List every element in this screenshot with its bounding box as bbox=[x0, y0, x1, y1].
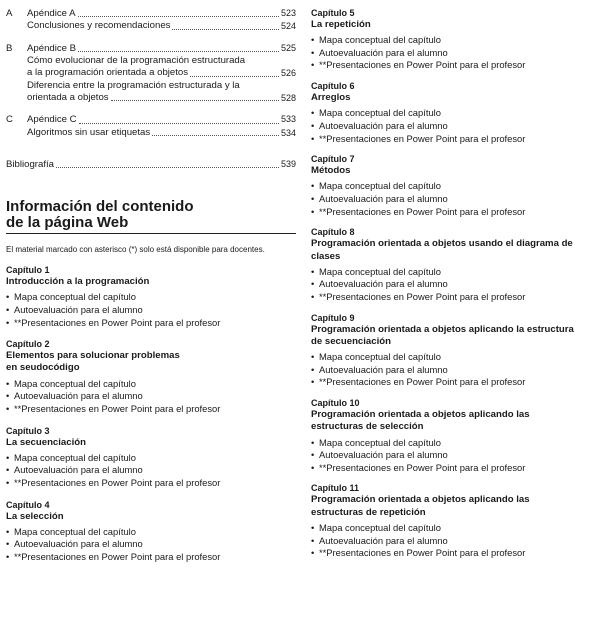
toc-subentry-line: orientada a objetos bbox=[27, 92, 109, 104]
toc-subentry-line: Diferencia entre la programación estructurada y la bbox=[27, 79, 240, 91]
toc-letter: C bbox=[6, 114, 13, 126]
list-item[interactable]: • **Presentaciones en Power Point para el profesor bbox=[311, 291, 526, 303]
chapter-block bbox=[311, 80, 595, 145]
bullet-icon: • bbox=[6, 303, 10, 315]
chapter-number: Capítulo 2 bbox=[6, 339, 50, 350]
bullet-icon: • bbox=[311, 461, 315, 473]
list-item[interactable]: • Mapa conceptual del capítulo bbox=[6, 291, 136, 303]
toc-title: Apéndice B bbox=[27, 42, 77, 54]
list-item[interactable]: • Mapa conceptual del capítulo bbox=[311, 180, 441, 192]
list-item[interactable]: • Mapa conceptual del capítulo bbox=[6, 525, 136, 537]
bullet-icon: • bbox=[311, 449, 315, 461]
list-item[interactable]: • Mapa conceptual del capítulo bbox=[6, 377, 136, 389]
bullet-icon: • bbox=[311, 132, 315, 144]
bullet-icon: • bbox=[311, 363, 315, 375]
chapter-number: Capítulo 8 bbox=[311, 227, 355, 238]
list-item[interactable]: • Autoevaluación para el alumno bbox=[311, 119, 448, 131]
list-item[interactable]: • Autoevaluación para el alumno bbox=[6, 390, 143, 402]
chapter-number: Capítulo 11 bbox=[311, 483, 360, 494]
bullet-icon: • bbox=[311, 547, 315, 559]
toc-letter: B bbox=[6, 42, 13, 54]
list-item[interactable]: • **Presentaciones en Power Point para el profesor bbox=[311, 461, 526, 473]
resource-list bbox=[311, 107, 595, 145]
list-item[interactable]: • Mapa conceptual del capítulo bbox=[311, 34, 441, 46]
bullet-icon: • bbox=[6, 538, 10, 550]
chapter-block bbox=[6, 499, 296, 564]
toc-title: Bibliografía bbox=[6, 159, 54, 171]
list-item[interactable]: • **Presentaciones en Power Point para el profesor bbox=[311, 547, 526, 559]
dot-leader bbox=[152, 135, 279, 136]
toc-page-number: 533 bbox=[280, 114, 296, 125]
list-item[interactable]: • Autoevaluación para el alumno bbox=[311, 534, 448, 546]
chapter-title: Programación orientada a objetos aplicando la estructura de secuenciación bbox=[311, 323, 574, 347]
resource-list bbox=[6, 291, 296, 329]
list-item[interactable]: • Autoevaluación para el alumno bbox=[6, 303, 143, 315]
left-column bbox=[6, 7, 296, 564]
toc-subentry-title: Algoritmos sin usar etiquetas bbox=[27, 126, 151, 138]
chapter-block bbox=[311, 226, 595, 303]
resource-list bbox=[311, 522, 595, 560]
chapter-title: Programación orientada a objetos aplicando las estructuras de selección bbox=[311, 408, 530, 433]
list-item[interactable]: • **Presentaciones en Power Point para el profesor bbox=[6, 476, 221, 488]
section-heading bbox=[6, 199, 296, 234]
bullet-icon: • bbox=[311, 180, 315, 192]
toc-subentry-line: Cómo evolucionar de la programación estructurada bbox=[27, 54, 246, 66]
resource-list bbox=[311, 351, 595, 389]
chapter-title: Arreglos bbox=[311, 92, 351, 104]
list-item[interactable]: • Autoevaluación para el alumno bbox=[311, 363, 448, 375]
toc-subentry[interactable] bbox=[6, 80, 296, 105]
bullet-icon: • bbox=[311, 119, 315, 131]
bullet-icon: • bbox=[6, 551, 10, 563]
list-item[interactable]: • Mapa conceptual del capítulo bbox=[311, 107, 441, 119]
chapter-number: Capítulo 5 bbox=[311, 8, 355, 18]
chapter-number: Capítulo 9 bbox=[311, 312, 355, 323]
resource-list bbox=[6, 452, 296, 490]
bullet-icon: • bbox=[311, 34, 315, 46]
toc-appendix-c bbox=[6, 113, 296, 139]
bullet-icon: • bbox=[311, 521, 315, 533]
chapter-number: Capítulo 6 bbox=[311, 81, 355, 92]
chapter-title: Métodos bbox=[311, 165, 351, 177]
dot-leader bbox=[78, 51, 279, 52]
toc-bibliography[interactable] bbox=[6, 158, 296, 171]
toc-appendix-a bbox=[6, 7, 296, 33]
list-item[interactable]: • Autoevaluación para el alumno bbox=[311, 278, 448, 290]
list-item[interactable]: • Autoevaluación para el alumno bbox=[311, 193, 448, 205]
bullet-icon: • bbox=[6, 451, 10, 463]
chapter-block bbox=[311, 482, 595, 559]
chapter-block bbox=[311, 312, 595, 389]
dot-leader bbox=[111, 100, 279, 101]
list-item[interactable]: • Autoevaluación para el alumno bbox=[6, 464, 143, 476]
bullet-icon: • bbox=[311, 436, 315, 448]
toc-page-number: 525 bbox=[280, 42, 296, 53]
bullet-icon: • bbox=[311, 278, 315, 290]
resource-list bbox=[311, 266, 595, 304]
list-item[interactable]: • **Presentaciones en Power Point para el profesor bbox=[6, 402, 221, 414]
bullet-icon: • bbox=[311, 534, 315, 546]
toc-page-number: 534 bbox=[280, 127, 296, 138]
list-item[interactable]: • **Presentaciones en Power Point para el profesor bbox=[311, 132, 526, 144]
bullet-icon: • bbox=[311, 46, 315, 58]
list-item[interactable]: • Mapa conceptual del capítulo bbox=[311, 436, 441, 448]
toc-page-number: 524 bbox=[280, 21, 296, 32]
toc-subentry[interactable] bbox=[6, 20, 296, 32]
dot-leader bbox=[79, 123, 279, 124]
bullet-icon: • bbox=[6, 464, 10, 476]
toc-entry[interactable] bbox=[6, 7, 296, 20]
list-item[interactable]: • Mapa conceptual del capítulo bbox=[311, 265, 441, 277]
bullet-icon: • bbox=[311, 59, 315, 71]
dot-leader bbox=[78, 16, 279, 17]
list-item[interactable]: • Autoevaluación para el alumno bbox=[6, 538, 143, 550]
chapter-number: Capítulo 4 bbox=[6, 499, 50, 510]
chapter-title: Elementos para solucionar problemas en seudocódigo bbox=[6, 350, 180, 374]
resource-list bbox=[6, 378, 296, 416]
chapter-number: Capítulo 3 bbox=[6, 425, 50, 436]
section-heading-line: Información del contenido bbox=[6, 198, 194, 216]
bullet-icon: • bbox=[311, 376, 315, 388]
toc-letter: A bbox=[6, 8, 13, 19]
toc-title: Apéndice A bbox=[27, 8, 76, 19]
resource-list bbox=[311, 34, 595, 72]
list-item[interactable]: • Mapa conceptual del capítulo bbox=[311, 521, 441, 533]
resource-list bbox=[311, 180, 595, 218]
resource-list bbox=[6, 526, 296, 564]
chapter-block bbox=[6, 425, 296, 490]
chapter-block bbox=[311, 7, 595, 72]
toc-page-number: 523 bbox=[280, 8, 296, 18]
toc-page-number: 526 bbox=[280, 68, 296, 79]
toc-subentry-line: a la programación orientada a objetos bbox=[27, 67, 189, 79]
chapter-title: Introducción a la programación bbox=[6, 276, 150, 288]
chapter-title: La selección bbox=[6, 510, 64, 522]
bullet-icon: • bbox=[311, 107, 315, 119]
bullet-icon: • bbox=[6, 525, 10, 537]
dot-leader bbox=[56, 167, 279, 168]
right-column bbox=[311, 7, 595, 560]
chapter-title: La secuenciación bbox=[6, 436, 86, 448]
chapter-title: Programación orientada a objetos aplicando las estructuras de repetición bbox=[311, 494, 530, 518]
chapter-block bbox=[311, 397, 595, 474]
toc-subentry-title: Conclusiones y recomendaciones bbox=[27, 20, 171, 32]
section-heading-line: de la página Web bbox=[6, 214, 129, 232]
list-item[interactable]: • **Presentaciones en Power Point para el profesor bbox=[6, 551, 221, 563]
list-item[interactable]: • Autoevaluación para el alumno bbox=[311, 449, 448, 461]
chapter-title: Programación orientada a objetos usando el diagrama de clases bbox=[311, 238, 573, 262]
bullet-icon: • bbox=[6, 402, 10, 414]
chapter-title: La repetición bbox=[311, 19, 371, 30]
list-item[interactable]: • **Presentaciones en Power Point para el profesor bbox=[311, 59, 526, 71]
list-item[interactable]: • **Presentaciones en Power Point para el profesor bbox=[311, 205, 526, 217]
toc-entry[interactable] bbox=[6, 113, 296, 126]
list-item[interactable]: • **Presentaciones en Power Point para el profesor bbox=[6, 316, 221, 328]
bullet-icon: • bbox=[311, 205, 315, 217]
toc-entry[interactable] bbox=[6, 42, 296, 55]
bullet-icon: • bbox=[6, 291, 10, 303]
dot-leader bbox=[190, 76, 279, 77]
list-item[interactable]: • Mapa conceptual del capítulo bbox=[311, 351, 441, 363]
bullet-icon: • bbox=[6, 476, 10, 488]
toc-page-number: 539 bbox=[280, 159, 296, 170]
toc-title: Apéndice C bbox=[27, 114, 77, 126]
list-item[interactable]: • **Presentaciones en Power Point para el profesor bbox=[311, 376, 526, 388]
bullet-icon: • bbox=[6, 390, 10, 402]
chapter-block bbox=[6, 338, 296, 415]
toc-appendix-b bbox=[6, 42, 296, 105]
chapter-number: Capítulo 10 bbox=[311, 397, 360, 408]
list-item[interactable]: • Mapa conceptual del capítulo bbox=[6, 451, 136, 463]
bullet-icon: • bbox=[311, 265, 315, 277]
access-note: El material marcado con asterisco (*) solo está disponible para docentes. bbox=[6, 245, 265, 255]
list-item[interactable]: • Autoevaluación para el alumno bbox=[311, 46, 448, 58]
resource-list bbox=[311, 437, 595, 475]
bullet-icon: • bbox=[311, 193, 315, 205]
dot-leader bbox=[172, 29, 279, 30]
bullet-icon: • bbox=[6, 377, 10, 389]
chapter-block bbox=[311, 153, 595, 218]
toc-subentry[interactable] bbox=[6, 55, 296, 80]
bullet-icon: • bbox=[6, 316, 10, 328]
toc-page-number: 528 bbox=[280, 93, 296, 104]
toc-subentry[interactable] bbox=[6, 127, 296, 139]
chapter-number: Capítulo 7 bbox=[311, 154, 355, 165]
bullet-icon: • bbox=[311, 351, 315, 363]
chapter-number: Capítulo 1 bbox=[6, 265, 50, 276]
chapter-block bbox=[6, 264, 296, 329]
bullet-icon: • bbox=[311, 291, 315, 303]
